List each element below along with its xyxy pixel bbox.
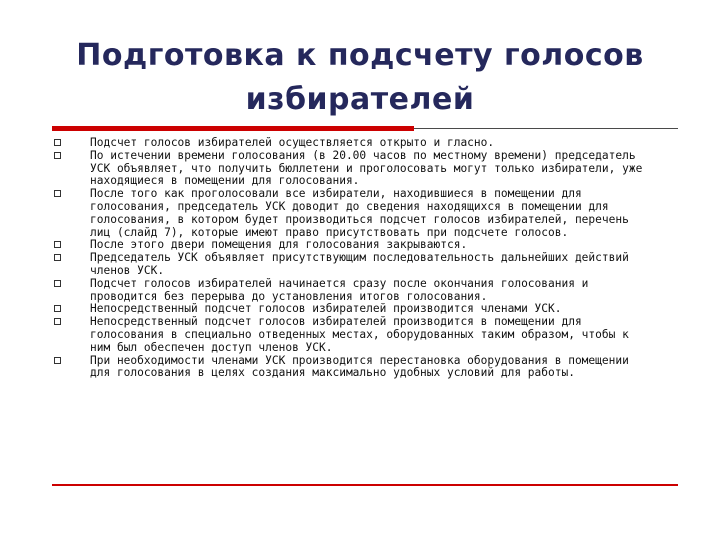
square-bullet-icon	[54, 152, 61, 159]
square-bullet-icon	[54, 139, 61, 146]
slide-title: Подготовка к подсчету голосов избирателей	[76, 38, 644, 117]
list-item	[54, 150, 654, 188]
list-item-text: Непосредственный подсчет голосов избирателей производится в помещении для голосования в специально отведенных местах, оборудованных таким образом, чтобы к ним был обеспечен доступ членов УСК.	[90, 315, 629, 354]
title-underline-red	[52, 126, 414, 131]
list-item-text: Подсчет голосов избирателей начинается сразу после окончания голосования и проводится без перерыва до установления итогов голосования.	[90, 276, 589, 303]
list-item	[54, 252, 654, 278]
list-item	[54, 278, 654, 304]
square-bullet-icon	[54, 280, 61, 287]
square-bullet-icon	[54, 241, 61, 248]
square-bullet-icon	[54, 357, 61, 364]
list-item-text: После того как проголосовали все избиратели, находившиеся в помещении для голосования, председатель УСК доводит до сведения находящихся в помещении для голосования, в котором будет производиться подсчет голосов избирателей, перечень лиц (слайд 7), которые имеют право присутствовать при подсчете голосов.	[90, 187, 629, 239]
square-bullet-icon	[54, 305, 61, 312]
list-item-text: Подсчет голосов избирателей осуществляется открыто и гласно.	[90, 136, 495, 149]
list-item	[54, 355, 654, 381]
square-bullet-icon	[54, 318, 61, 325]
title-underline-dark	[414, 128, 678, 129]
list-item-text: При необходимости членами УСК производится перестановка оборудования в помещении для голосования в целях создания максимально удобных условий для работы.	[90, 353, 629, 380]
list-item-text: По истечении времени голосования (в 20.00 часов по местному времени) председатель УСК объявляет, что получить бюллетени и проголосовать могут только избиратели, уже находящиеся в помещении для голосования.	[90, 148, 643, 188]
list-item	[54, 188, 654, 239]
list-item-text: После этого двери помещения для голосования закрываются.	[90, 238, 468, 252]
square-bullet-icon	[54, 190, 61, 197]
bullet-list	[54, 137, 654, 380]
footer-divider	[52, 484, 678, 486]
list-item-text: Непосредственный подсчет голосов избирателей производится членами УСК.	[90, 302, 562, 316]
list-item-text: Председатель УСК объявляет присутствующим последовательность дальнейших действий членов УСК.	[90, 251, 629, 277]
list-item	[54, 316, 654, 354]
square-bullet-icon	[54, 254, 61, 261]
